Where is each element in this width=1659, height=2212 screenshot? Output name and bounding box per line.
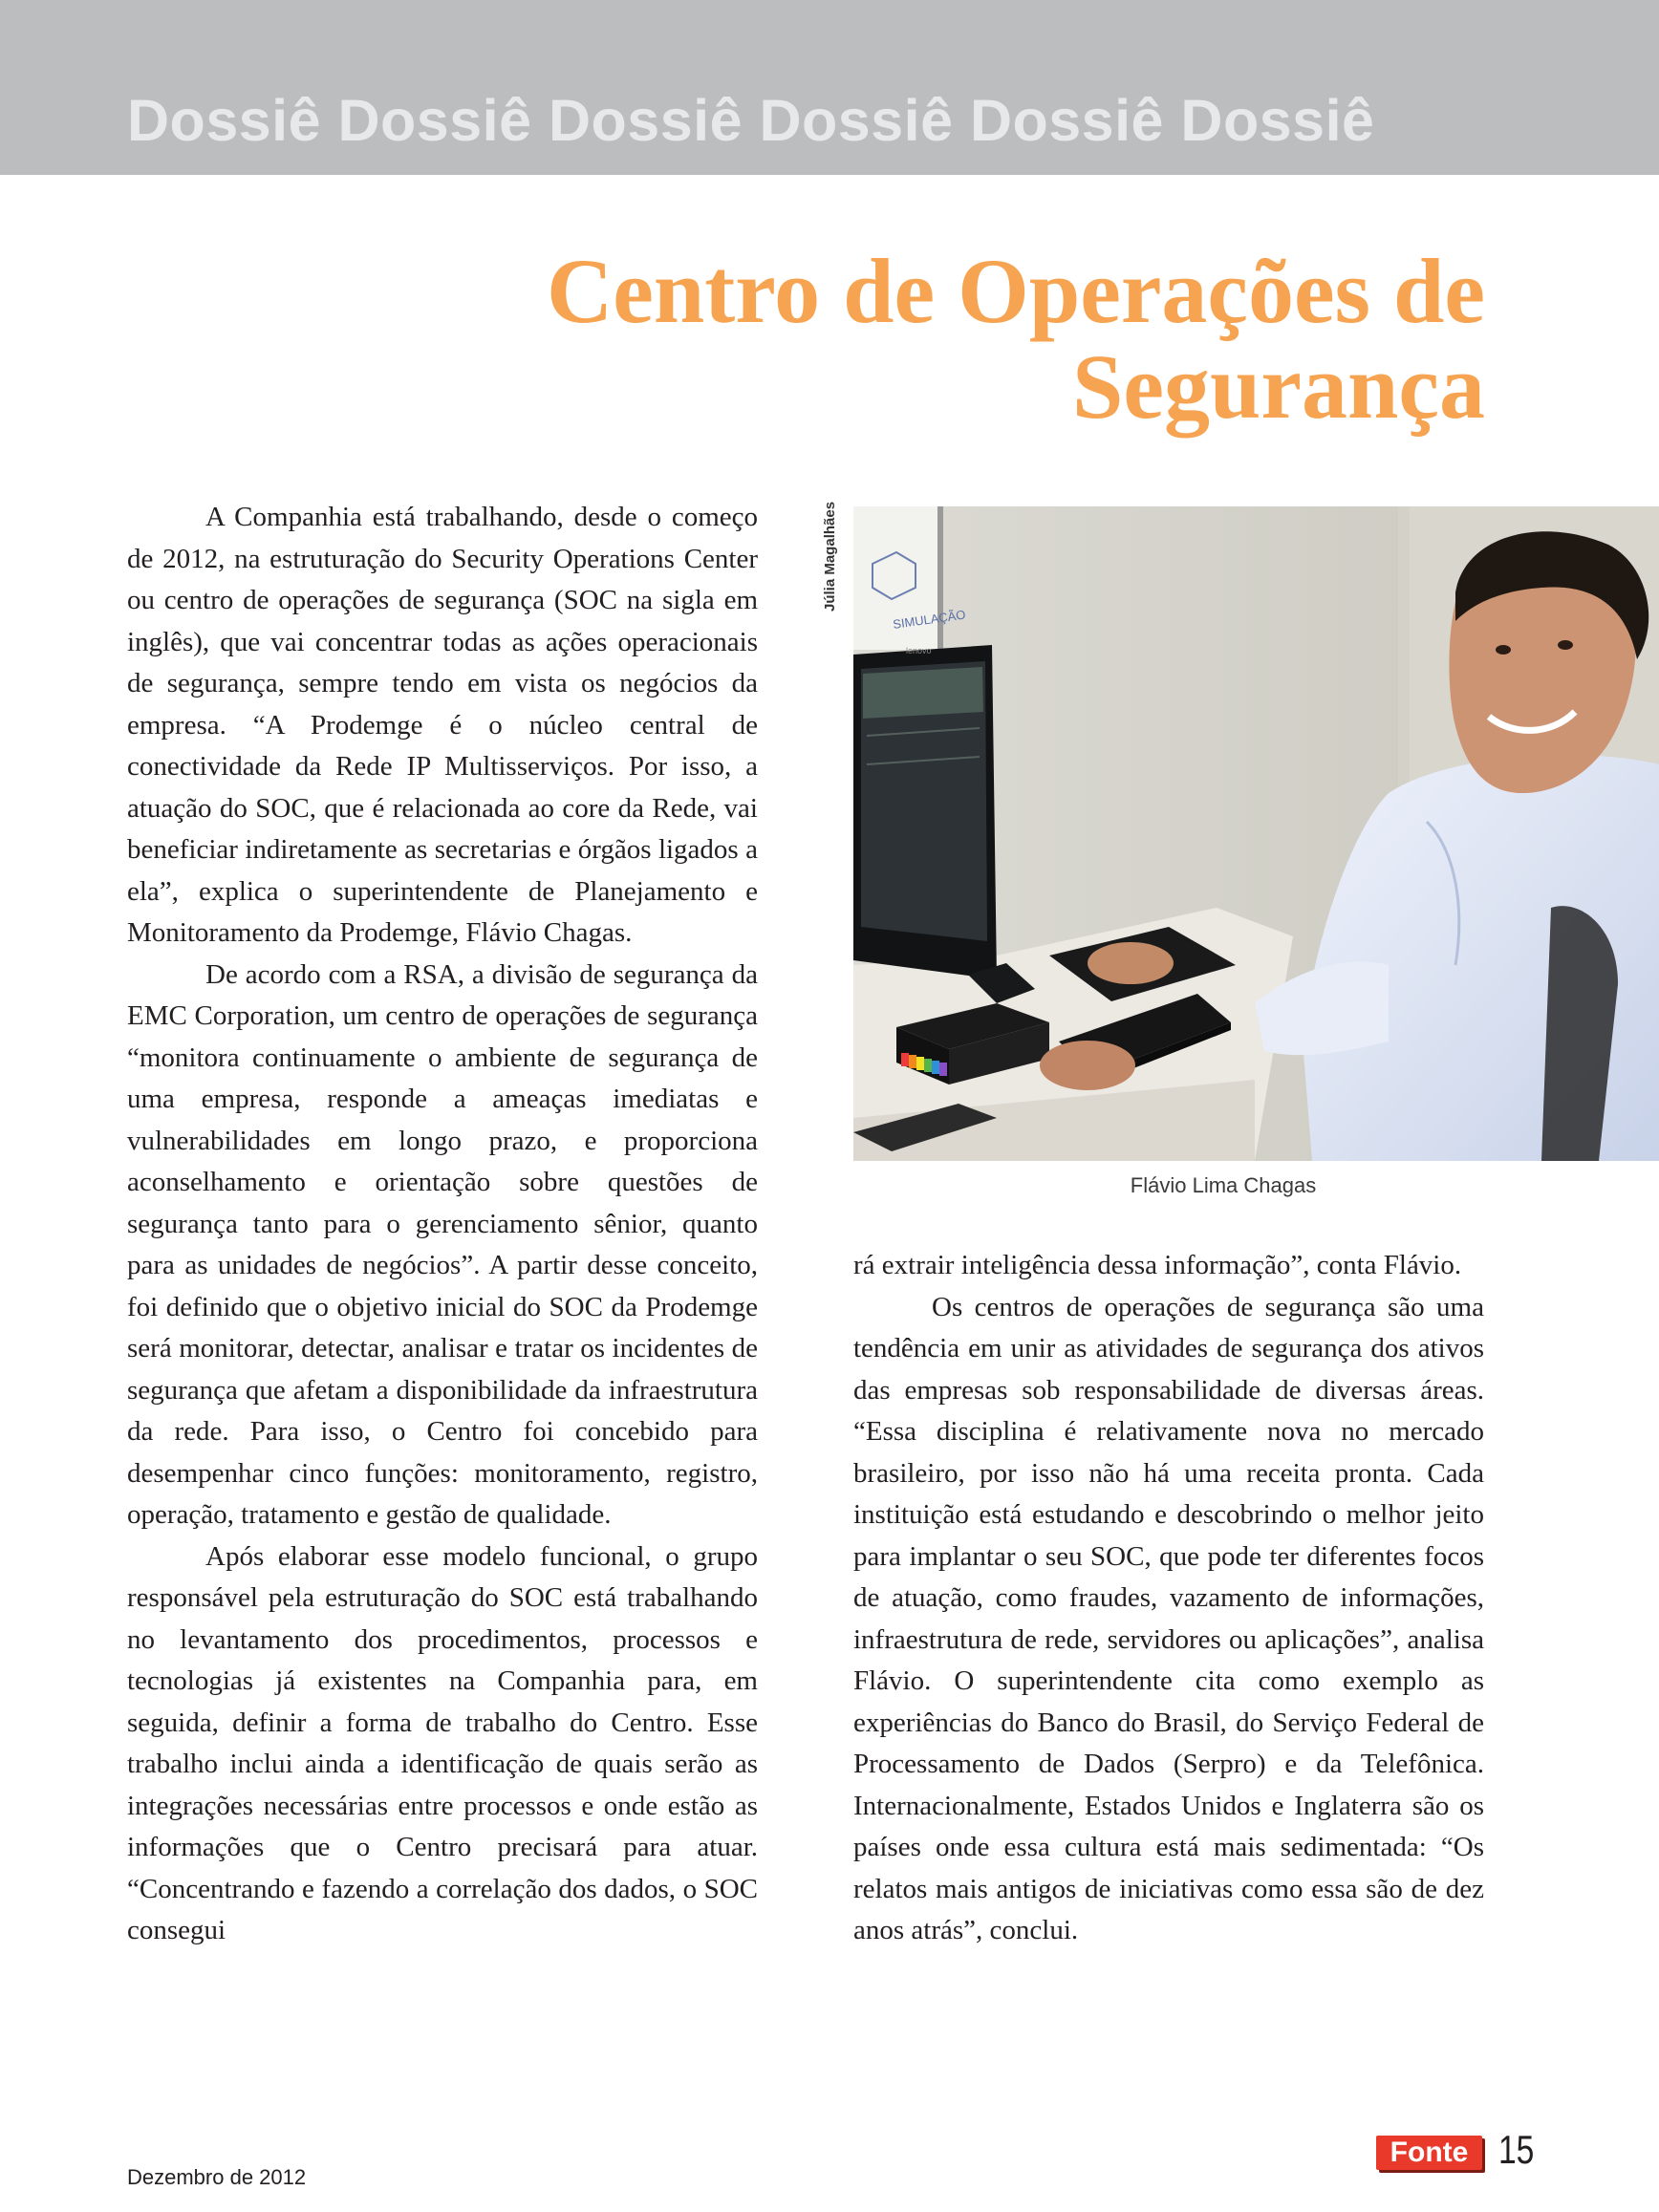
monitor-brand: lenovo [906, 646, 932, 655]
paragraph-2: De acordo com a RSA, a divisão de segurança da EMC Corporation, um centro de operações de segurança “monitora continuamente o ambiente de segurança de uma empresa, responde a ameaças imediatas e vulnerabilidades em longo prazo, e proporciona aconselhamento e orientação sobre questões de segurança tanto para o gerenciamento sênior, quanto para as unidades de negócios”. A partir desse conceito, foi definido que o objetivo inicial do SOC da Prodemge será monitorar, detectar, analisar e tratar os incidentes de segurança que afetam a disponibilidade da infraestrutura da rede. Para isso, o Centro foi concebido para desempenhar cinco funções: monitoramento, registro, operação, tratamento e gestão de qualidade. [127, 958, 758, 1530]
photo-caption: Flávio Lima Chagas [1130, 1173, 1317, 1197]
paragraph-5: Os centros de operações de segurança são uma tendência em unir as atividades de segurança dos ativos das empresas sob responsabilidade de diversas áreas. “Essa disciplina é relativamente nova no mercado brasileiro, por isso não há uma receita pronta. Cada instituição está estudando e descobrindo o melhor jeito para implantar o seu SOC, que pode ter diferentes focos de atuação, como fraudes, vazamento de informações, infraestrutura de rede, servidores ou aplicações”, analisa Flávio. O superintendente cita como exemplo as experiências do Banco do Brasil, do Serviço Federal de Processamento de Dados (Serpro) e da Telefônica. Internacionalmente, Estados Unidos e Inglaterra são os países onde essa cultura está mais sedimentada: “Os relatos mais antigos de iniciativas como essa são de dez anos atrás”, conclui. [853, 1291, 1484, 1945]
left-text-column [127, 497, 758, 1952]
portrait-photo [853, 506, 1659, 1161]
page-number: 15 [1498, 2127, 1535, 2172]
photo-credit: Júlia Magalhães [822, 501, 838, 612]
right-text-column [853, 1245, 1484, 1952]
issue-date: Dezembro de 2012 [127, 2165, 307, 2189]
article-title: Centro de Operações de Segurança [546, 240, 1485, 438]
photo-illustration [853, 506, 1659, 1161]
paragraph-1: A Companhia está trabalhando, desde o começo de 2012, na estruturação do Security Operations Center ou centro de operações de segurança (SOC na sigla em inglês), que vai concentrar todas as ações operacionais de segurança, sempre tendo em vista os negócios da empresa. “A Prodemge é o núcleo central de conectividade da Rede IP Multisserviços. Por isso, a atuação do SOC, que é relacionada ao core da Rede, vai beneficiar indiretamente as secretarias e órgãos ligados a ela”, explica o superintendente de Planejamento e Monitoramento da Prodemge, Flávio Chagas. [127, 502, 758, 948]
paragraph-4: rá extrair inteligência dessa informação”, conta Flávio. [853, 1250, 1462, 1280]
dossie-header-band [0, 0, 1659, 175]
board-text: SIMULAÇÃO [892, 607, 967, 632]
dossie-banner-text: Dossiê Dossiê Dossiê Dossiê Dossiê Dossiê [127, 88, 1375, 153]
paragraph-3: Após elaborar esse modelo funcional, o grupo responsável pela estruturação do SOC está trabalhando no levantamento dos procedimentos, processos e tecnologias já existentes na Companhia para, em seguida, definir a forma de trabalho do Centro. Esse trabalho inclui ainda a identificação de quais serão as integrações necessárias entre processos e onde estão as informações que o Centro precisará para atuar. “Concentrando e fazendo a correlação dos dados, o SOC consegui [127, 1540, 758, 1945]
fonte-logo: Fonte [1376, 2136, 1482, 2170]
